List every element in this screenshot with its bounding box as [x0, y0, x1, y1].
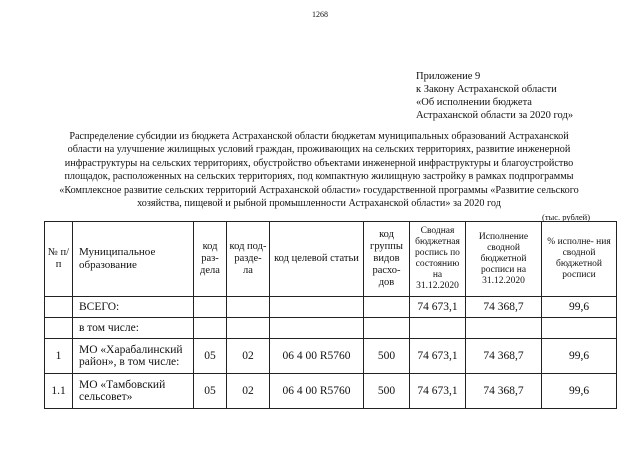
cell-percent: 99,6 [542, 297, 617, 318]
appendix-note [416, 70, 573, 122]
cell-target [270, 318, 364, 339]
cell-section [194, 297, 227, 318]
cell-expense-group [364, 297, 410, 318]
header-percent: % исполне- ния сводной бюджетной росписи [542, 222, 617, 297]
appendix-line: к Закону Астраханской области [416, 84, 557, 95]
cell-num: 1.1 [45, 374, 73, 409]
title-line: «Комплексное развитие сельских территорий Астраханской области» государственной программы «Развитие сельского [59, 184, 579, 196]
title-line: Распределение субсидии из бюджета Астраханской области бюджетам муниципальных образований Астраханской [69, 131, 569, 142]
cell-executed: 74 368,7 [466, 297, 542, 318]
header-num: № п/п [45, 222, 73, 297]
cell-planned: 74 673,1 [410, 297, 466, 318]
cell-name: в том числе: [73, 318, 194, 339]
cell-planned: 74 673,1 [410, 374, 466, 409]
header-expense-group: код группы видов расхо- дов [364, 222, 410, 297]
header-name: Муниципальное образование [73, 222, 194, 297]
cell-subsection: 02 [227, 374, 270, 409]
appendix-line: Астраханской области за 2020 год» [416, 110, 574, 121]
cell-name: МО «Харабалинский район», в том числе: [73, 339, 194, 374]
cell-section: 05 [194, 374, 227, 409]
document-title [38, 130, 600, 210]
header-executed: Исполнение сводной бюджетной росписи на 31.12.2020 [466, 222, 542, 297]
appendix-line: «Об исполнении бюджета [416, 97, 532, 108]
cell-expense-group [364, 318, 410, 339]
cell-target [270, 297, 364, 318]
cell-target: 06 4 00 R5760 [270, 374, 364, 409]
subsidy-table [44, 221, 617, 409]
cell-num [45, 297, 73, 318]
header-subsection: код под- разде- ла [227, 222, 270, 297]
header-planned: Сводная бюджетная роспись по состоянию на 31.12.2020 [410, 222, 466, 297]
cell-target: 06 4 00 R5760 [270, 339, 364, 374]
cell-percent: 99,6 [542, 374, 617, 409]
cell-subsection [227, 297, 270, 318]
cell-executed: 74 368,7 [466, 374, 542, 409]
title-line: хозяйства, пищевой и рыбной промышленности Астраханской области» за 2020 год [137, 198, 501, 210]
cell-expense-group: 500 [364, 339, 410, 374]
cell-subsection: 02 [227, 339, 270, 374]
cell-executed: 74 368,7 [466, 339, 542, 374]
cell-subsection [227, 318, 270, 339]
table-row [45, 297, 617, 318]
header-target: код целевой статьи [270, 222, 364, 297]
title-line: инфраструктуры на сельских территориях, обустройство объектами инженерной инфраструктуры и благоустройство [64, 157, 574, 169]
cell-planned: 74 673,1 [410, 339, 466, 374]
cell-section [194, 318, 227, 339]
header-section: код раз- дела [194, 222, 227, 297]
cell-percent: 99,6 [542, 339, 617, 374]
cell-executed [466, 318, 542, 339]
cell-num [45, 318, 73, 339]
cell-section: 05 [194, 339, 227, 374]
cell-num: 1 [45, 339, 73, 374]
cell-name: МО «Тамбовский сельсовет» [73, 374, 194, 409]
units-label: (тыс. рублей) [542, 212, 591, 222]
title-line: области на улучшение жилищных условий граждан, проживающих на сельских территориях, развитие инженерной [67, 144, 571, 156]
cell-percent [542, 318, 617, 339]
page-number: 1268 [312, 10, 328, 19]
appendix-line: Приложение 9 [416, 71, 481, 82]
cell-name: ВСЕГО: [73, 297, 194, 318]
cell-planned [410, 318, 466, 339]
table-row [45, 339, 617, 374]
table-row [45, 318, 617, 339]
table-header-row [45, 222, 617, 297]
cell-expense-group: 500 [364, 374, 410, 409]
table-row [45, 374, 617, 409]
title-line: площадок, расположенных на сельских территориях, под компактную жилищную застройку в рамках подпрограммы [64, 171, 574, 183]
